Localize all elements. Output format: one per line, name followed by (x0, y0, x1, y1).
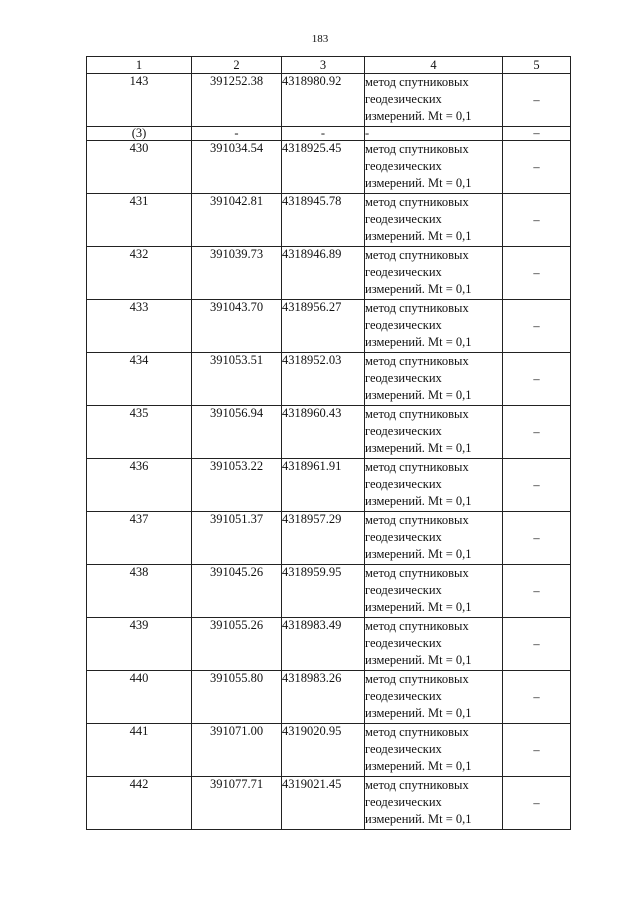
cell-x-coordinate: 391045.26 (192, 565, 282, 618)
table-body (87, 74, 571, 830)
table-row (87, 777, 571, 830)
column-header-2: 2 (192, 57, 282, 74)
cell-point-number: 434 (87, 353, 192, 406)
cell-y-coordinate: 4318983.49 (282, 618, 365, 671)
cell-point-number: 435 (87, 406, 192, 459)
cell-y-coordinate: 4318956.27 (282, 300, 365, 353)
cell-point-number: 438 (87, 565, 192, 618)
cell-x-coordinate: 391055.26 (192, 618, 282, 671)
cell-point-number: 442 (87, 777, 192, 830)
cell-x-coordinate: 391053.51 (192, 353, 282, 406)
column-header-4: 4 (365, 57, 503, 74)
cell-point-number: 441 (87, 724, 192, 777)
cell-y-coordinate: 4318925.45 (282, 141, 365, 194)
cell-point-number: 437 (87, 512, 192, 565)
cell-x-coordinate: 391071.00 (192, 724, 282, 777)
cell-note: – (503, 74, 571, 127)
cell-note: – (503, 127, 571, 141)
cell-method: метод спутниковых геодезических измерений. Mt = 0,1 (365, 300, 503, 353)
table-row (87, 671, 571, 724)
cell-y-coordinate: 4318960.43 (282, 406, 365, 459)
cell-x-coordinate: 391252.38 (192, 74, 282, 127)
cell-method: метод спутниковых геодезических измерений. Mt = 0,1 (365, 406, 503, 459)
cell-note: – (503, 353, 571, 406)
cell-note: – (503, 459, 571, 512)
table-row (87, 141, 571, 194)
cell-point-number: 430 (87, 141, 192, 194)
cell-y-coordinate: 4318952.03 (282, 353, 365, 406)
cell-method: метод спутниковых геодезических измерений. Mt = 0,1 (365, 724, 503, 777)
cell-y-coordinate: 4318983.26 (282, 671, 365, 724)
cell-x-coordinate: 391042.81 (192, 194, 282, 247)
cell-method: метод спутниковых геодезических измерений. Mt = 0,1 (365, 618, 503, 671)
cell-x-coordinate: 391056.94 (192, 406, 282, 459)
cell-method: метод спутниковых геодезических измерений. Mt = 0,1 (365, 565, 503, 618)
table-row (87, 127, 571, 141)
cell-note: – (503, 512, 571, 565)
cell-x-coordinate: 391053.22 (192, 459, 282, 512)
cell-y-coordinate: 4318946.89 (282, 247, 365, 300)
cell-x-coordinate: 391039.73 (192, 247, 282, 300)
cell-point-number: 436 (87, 459, 192, 512)
cell-method: метод спутниковых геодезических измерений. Mt = 0,1 (365, 459, 503, 512)
cell-method: метод спутниковых геодезических измерений. Mt = 0,1 (365, 74, 503, 127)
cell-method: метод спутниковых геодезических измерений. Mt = 0,1 (365, 194, 503, 247)
cell-point-number: 432 (87, 247, 192, 300)
cell-point-number: 431 (87, 194, 192, 247)
cell-note: – (503, 671, 571, 724)
cell-x-coordinate: - (192, 127, 282, 141)
cell-y-coordinate: 4319020.95 (282, 724, 365, 777)
cell-note: – (503, 194, 571, 247)
cell-point-number: 143 (87, 74, 192, 127)
table-row (87, 565, 571, 618)
cell-point-number: (3) (87, 127, 192, 141)
cell-x-coordinate: 391055.80 (192, 671, 282, 724)
table-header-row (87, 57, 571, 74)
table-row (87, 194, 571, 247)
table-row (87, 353, 571, 406)
cell-note: – (503, 247, 571, 300)
cell-note: – (503, 300, 571, 353)
cell-method: метод спутниковых геодезических измерений. Mt = 0,1 (365, 777, 503, 830)
table-row (87, 618, 571, 671)
cell-y-coordinate: 4319021.45 (282, 777, 365, 830)
cell-point-number: 433 (87, 300, 192, 353)
table-row (87, 247, 571, 300)
cell-note: – (503, 565, 571, 618)
cell-y-coordinate: 4318961.91 (282, 459, 365, 512)
cell-method: метод спутниковых геодезических измерений. Mt = 0,1 (365, 512, 503, 565)
column-header-1: 1 (87, 57, 192, 74)
cell-y-coordinate: 4318945.78 (282, 194, 365, 247)
cell-x-coordinate: 391077.71 (192, 777, 282, 830)
table-row (87, 459, 571, 512)
cell-point-number: 440 (87, 671, 192, 724)
table-row (87, 724, 571, 777)
cell-y-coordinate: 4318959.95 (282, 565, 365, 618)
cell-note: – (503, 777, 571, 830)
cell-note: – (503, 406, 571, 459)
cell-x-coordinate: 391043.70 (192, 300, 282, 353)
cell-method: метод спутниковых геодезических измерений. Mt = 0,1 (365, 671, 503, 724)
column-header-5: 5 (503, 57, 571, 74)
cell-method: метод спутниковых геодезических измерений. Mt = 0,1 (365, 141, 503, 194)
cell-note: – (503, 141, 571, 194)
cell-y-coordinate: 4318980.92 (282, 74, 365, 127)
table-row (87, 512, 571, 565)
cell-x-coordinate: 391034.54 (192, 141, 282, 194)
cell-y-coordinate: 4318957.29 (282, 512, 365, 565)
table-row (87, 300, 571, 353)
cell-method: - (365, 127, 503, 141)
cell-note: – (503, 724, 571, 777)
table-row (87, 406, 571, 459)
cell-method: метод спутниковых геодезических измерений. Mt = 0,1 (365, 247, 503, 300)
table-row (87, 74, 571, 127)
column-header-3: 3 (282, 57, 365, 74)
cell-y-coordinate: - (282, 127, 365, 141)
cell-x-coordinate: 391051.37 (192, 512, 282, 565)
cell-method: метод спутниковых геодезических измерений. Mt = 0,1 (365, 353, 503, 406)
coordinates-table (86, 56, 571, 830)
cell-point-number: 439 (87, 618, 192, 671)
cell-note: – (503, 618, 571, 671)
page-number: 183 (311, 33, 329, 45)
